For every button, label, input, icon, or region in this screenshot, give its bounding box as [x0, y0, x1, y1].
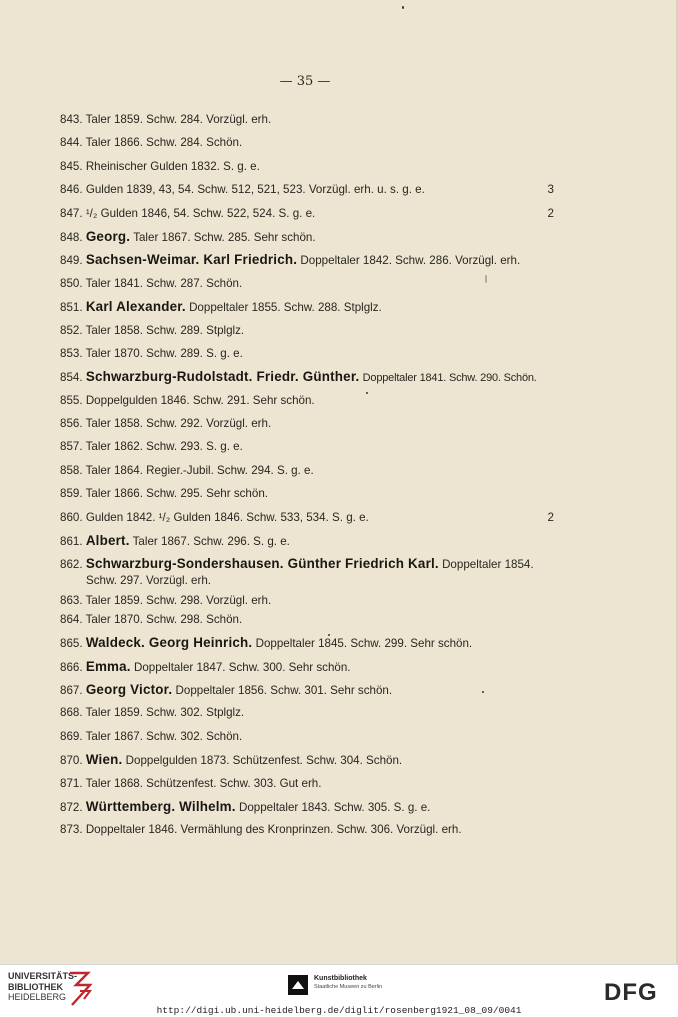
paper-speck — [482, 691, 484, 693]
entry-868: 868. Taler 1859. Schw. 302. Stplglz. — [60, 706, 245, 720]
entry-859: 859. Taler 1866. Schw. 295. Sehr schön. — [60, 487, 268, 501]
dfg-logo-text: DFG — [604, 979, 658, 1003]
catalogue-entries — [60, 112, 560, 846]
entry-846: 846. Gulden 1839, 43, 54. Schw. 512, 521, 523. Vorzügl. erh. u. s. g. e. 3 — [60, 183, 554, 197]
entry-849: 849. Sachsen-Weimar. Karl Friedrich. Doppeltaler 1842. Schw. 286. Vorzügl. erh. — [60, 252, 521, 268]
kb-title: Kunstbibliothek — [314, 975, 367, 982]
entry-855: 855. Doppelgulden 1846. Schw. 291. Sehr schön. — [60, 393, 315, 407]
entry-843: 843. Taler 1859. Schw. 284. Vorzügl. erh. — [60, 113, 272, 126]
ub-heidelberg-mark-icon — [66, 971, 94, 1007]
entry-858: 858. Taler 1864. Regier.-Jubil. Schw. 294. S. g. e. — [60, 463, 314, 477]
entry-861: 861. Albert. Taler 1867. Schw. 296. S. g. e. — [60, 533, 290, 549]
entry-869: 869. Taler 1867. Schw. 302. Schön. — [60, 729, 243, 743]
kunstbibliothek-mark-icon — [288, 975, 308, 995]
entry-847: 847. ¹/₂ Gulden 1846, 54. Schw. 522, 524. S. g. e. 2 — [60, 206, 554, 220]
ub-line-1: UNIVERSITÄTS- — [8, 971, 78, 981]
entry-865: 865. Waldeck. Georg Heinrich. Doppeltaler 1845. Schw. 299. Sehr schön. — [60, 635, 473, 651]
paper-speck — [328, 634, 330, 636]
entry-852: 852. Taler 1858. Schw. 289. Stplglz. — [60, 323, 245, 337]
paper-speck — [485, 275, 487, 283]
entry-867: 867. Georg Victor. Doppeltaler 1856. Schw. 301. Sehr schön. — [60, 682, 393, 698]
entry-850: 850. Taler 1841. Schw. 287. Schön. — [60, 276, 243, 290]
entry-870: 870. Wien. Doppelgulden 1873. Schützenfest. Schw. 304. Schön. — [60, 752, 403, 768]
entry-845: 845. Rheinischer Gulden 1832. S. g. e. — [60, 159, 260, 173]
entry-860: 860. Gulden 1842. ¹/₂ Gulden 1846. Schw. 533, 534. S. g. e. 2 — [60, 510, 554, 524]
ub-line-2: BIBLIOTHEK — [8, 981, 63, 992]
entry-844: 844. Taler 1866. Schw. 284. Schön. — [60, 136, 243, 150]
entry-862: 862. Schwarzburg-Sondershausen. Günther Friedrich Karl. Doppeltaler 1854. Schw. 297. Vorzügl. erh. — [60, 556, 560, 593]
kb-subtitle: Staatliche Museen zu Berlin — [314, 984, 383, 990]
entry-866: 866. Emma. Doppeltaler 1847. Schw. 300. Sehr schön. — [60, 658, 351, 674]
entry-853: 853. Taler 1870. Schw. 289. S. g. e. — [60, 346, 243, 360]
ub-line-3: HEIDELBERG — [8, 992, 67, 1002]
entry-857: 857. Taler 1862. Schw. 293. S. g. e. — [60, 440, 243, 454]
paper-speck — [402, 6, 404, 9]
paper-speck — [366, 392, 368, 394]
dfg-logo[interactable] — [604, 979, 668, 1003]
entry-856: 856. Taler 1858. Schw. 292. Vorzügl. erh. — [60, 417, 272, 431]
entry-848: 848. Georg. Taler 1867. Schw. 285. Sehr schön. — [60, 228, 316, 244]
page-number: — 35 — — [279, 74, 331, 89]
entry-872: 872. Württemberg. Wilhelm. Doppeltaler 1843. Schw. 305. S. g. e. — [60, 799, 431, 815]
entry-851: 851. Karl Alexander. Doppeltaler 1855. Schw. 288. Stplglz. — [60, 299, 382, 315]
footer-bar — [0, 964, 678, 1017]
entry-863: 863. Taler 1859. Schw. 298. Vorzügl. erh. — [60, 594, 272, 608]
entry-871: 871. Taler 1868. Schützenfest. Schw. 303. Gut erh. — [60, 776, 322, 790]
entry-862-continuation: Schw. 297. Vorzügl. erh. — [86, 574, 212, 588]
entry-864: 864. Taler 1870. Schw. 298. Schön. — [60, 612, 243, 626]
permalink-url[interactable]: http://digi.ub.uni-heidelberg.de/diglit/rosenberg1921_08_09/0041 — [156, 1005, 522, 1016]
entry-854: 854. Schwarzburg-Rudolstadt. Friedr. Günther. Doppeltaler 1841. Schw. 290. Schön. — [60, 369, 537, 385]
entry-873: 873. Doppeltaler 1846. Vermählung des Kronprinzen. Schw. 306. Vorzügl. erh. — [60, 823, 462, 837]
